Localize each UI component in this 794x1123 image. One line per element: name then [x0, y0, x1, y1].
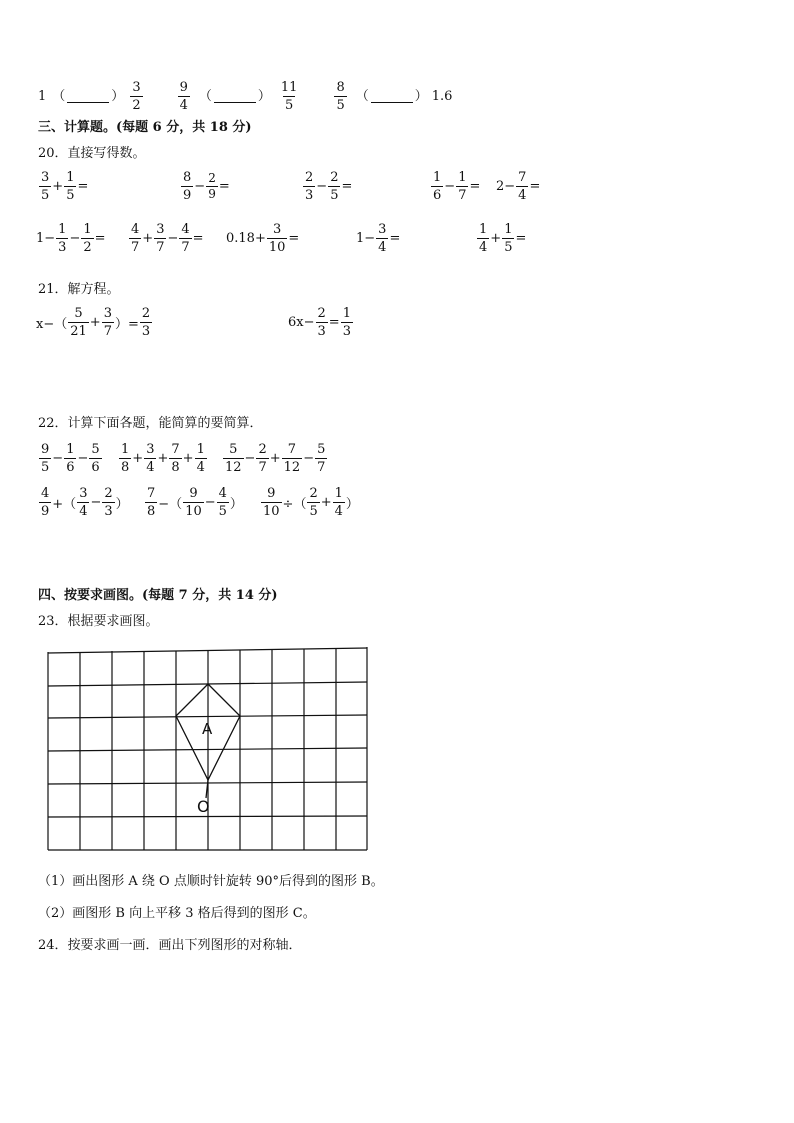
- q21-eq1: x−（ $\frac{5}{21}$ + $\frac{3}{7}$ ）= $\frac{2}{3}$: [36, 306, 151, 339]
- compare-2-open: （: [198, 88, 212, 104]
- compare-1-open: （: [52, 88, 66, 104]
- compare-1-blank[interactable]: [67, 90, 109, 103]
- section3-title: 三、计算题。(每题 6 分，共 18 分): [38, 120, 252, 135]
- compare-1-left: 1: [38, 88, 47, 104]
- compare-1-close: ）: [111, 88, 125, 104]
- grid-lines: [48, 647, 367, 850]
- q20-r1-a: $\frac{3}{5}$ + $\frac{1}{5}$ =: [41, 170, 89, 203]
- q23-sub2: （2）画图形 B 向上平移 3 格后得到的图形 C。: [38, 906, 316, 921]
- compare-2-close: ）: [257, 88, 271, 104]
- label-o: O: [197, 797, 210, 816]
- compare-2-right: $\frac{11}{5}$: [280, 80, 298, 113]
- q20-r2-a: 1− $\frac{1}{3}$ − $\frac{1}{2}$ =: [36, 222, 106, 255]
- q21-title: 21．解方程。: [38, 282, 120, 297]
- q20-r2-b: $\frac{4}{7}$ + $\frac{3}{7}$ − $\frac{4}{7}$ =: [131, 222, 204, 255]
- q20-r2-e: $\frac{1}{4}$ + $\frac{1}{5}$ =: [479, 222, 527, 255]
- label-a: A: [202, 720, 213, 738]
- q23-sub1: （1）画出图形 A 绕 O 点顺时针旋转 90°后得到的图形 B。: [38, 874, 384, 889]
- compare-3-right: 1.6: [431, 88, 453, 104]
- q20-r1-d: $\frac{1}{6}$ − $\frac{1}{7}$ =: [433, 170, 481, 203]
- compare-2-left: $\frac{9}{4}$: [179, 80, 188, 113]
- q20-r1-b: $\frac{8}{9}$ − $\frac{2}{9}$ =: [183, 170, 230, 203]
- q22-r2-b: $\frac{7}{8}$ −（ $\frac{9}{10}$ − $\frac{4}{5}$ ）: [147, 486, 243, 519]
- q22-r1-a: $\frac{9}{5}$ − $\frac{1}{6}$ − $\frac{5}{6}$: [41, 442, 100, 475]
- q22-r2-a: $\frac{4}{9}$ +（ $\frac{3}{4}$ − $\frac{2}{3}$ ）: [41, 486, 129, 519]
- compare-3-blank[interactable]: [371, 90, 413, 103]
- q22-title: 22．计算下面各题，能简算的要简算．: [38, 416, 263, 431]
- compare-3-open: （: [355, 88, 369, 104]
- drawing-grid[interactable]: [46, 646, 370, 854]
- q20-r2-c: 0.18+ $\frac{3}{10}$ =: [226, 222, 300, 255]
- q23-title: 23．根据要求画图。: [38, 614, 159, 629]
- q22-r2-c: $\frac{9}{10}$ ÷（ $\frac{2}{5}$ + $\frac{1}{4}$ ）: [263, 486, 359, 519]
- q24-title: 24．按要求画一画．画出下列图形的对称轴．: [38, 938, 302, 953]
- q20-r2-d: 1− $\frac{3}{4}$ =: [356, 222, 401, 255]
- q20-r1-e: 2− $\frac{7}{4}$ =: [496, 170, 541, 203]
- q20-title: 20．直接写得数。: [38, 146, 146, 161]
- q22-r1-b: $\frac{1}{8}$ + $\frac{3}{4}$ + $\frac{7}{8}$ + $\frac{1}{4}$: [121, 442, 205, 475]
- q21-eq2: 6x− $\frac{2}{3}$ = $\frac{1}{3}$: [288, 306, 351, 339]
- section4-title: 四、按要求画图。(每题 7 分，共 14 分): [38, 588, 278, 603]
- compare-3-close: ）: [414, 88, 428, 104]
- compare-3-left: $\frac{8}{5}$: [336, 80, 345, 113]
- compare-row: [38, 80, 452, 113]
- compare-2-blank[interactable]: [214, 90, 256, 103]
- q20-r1-c: $\frac{2}{3}$ − $\frac{2}{5}$ =: [305, 170, 353, 203]
- q22-r1-c: $\frac{5}{12}$ − $\frac{2}{7}$ + $\frac{7}{12}$ − $\frac{5}{7}$: [225, 442, 326, 475]
- compare-1-right: $\frac{3}{2}$: [132, 80, 141, 113]
